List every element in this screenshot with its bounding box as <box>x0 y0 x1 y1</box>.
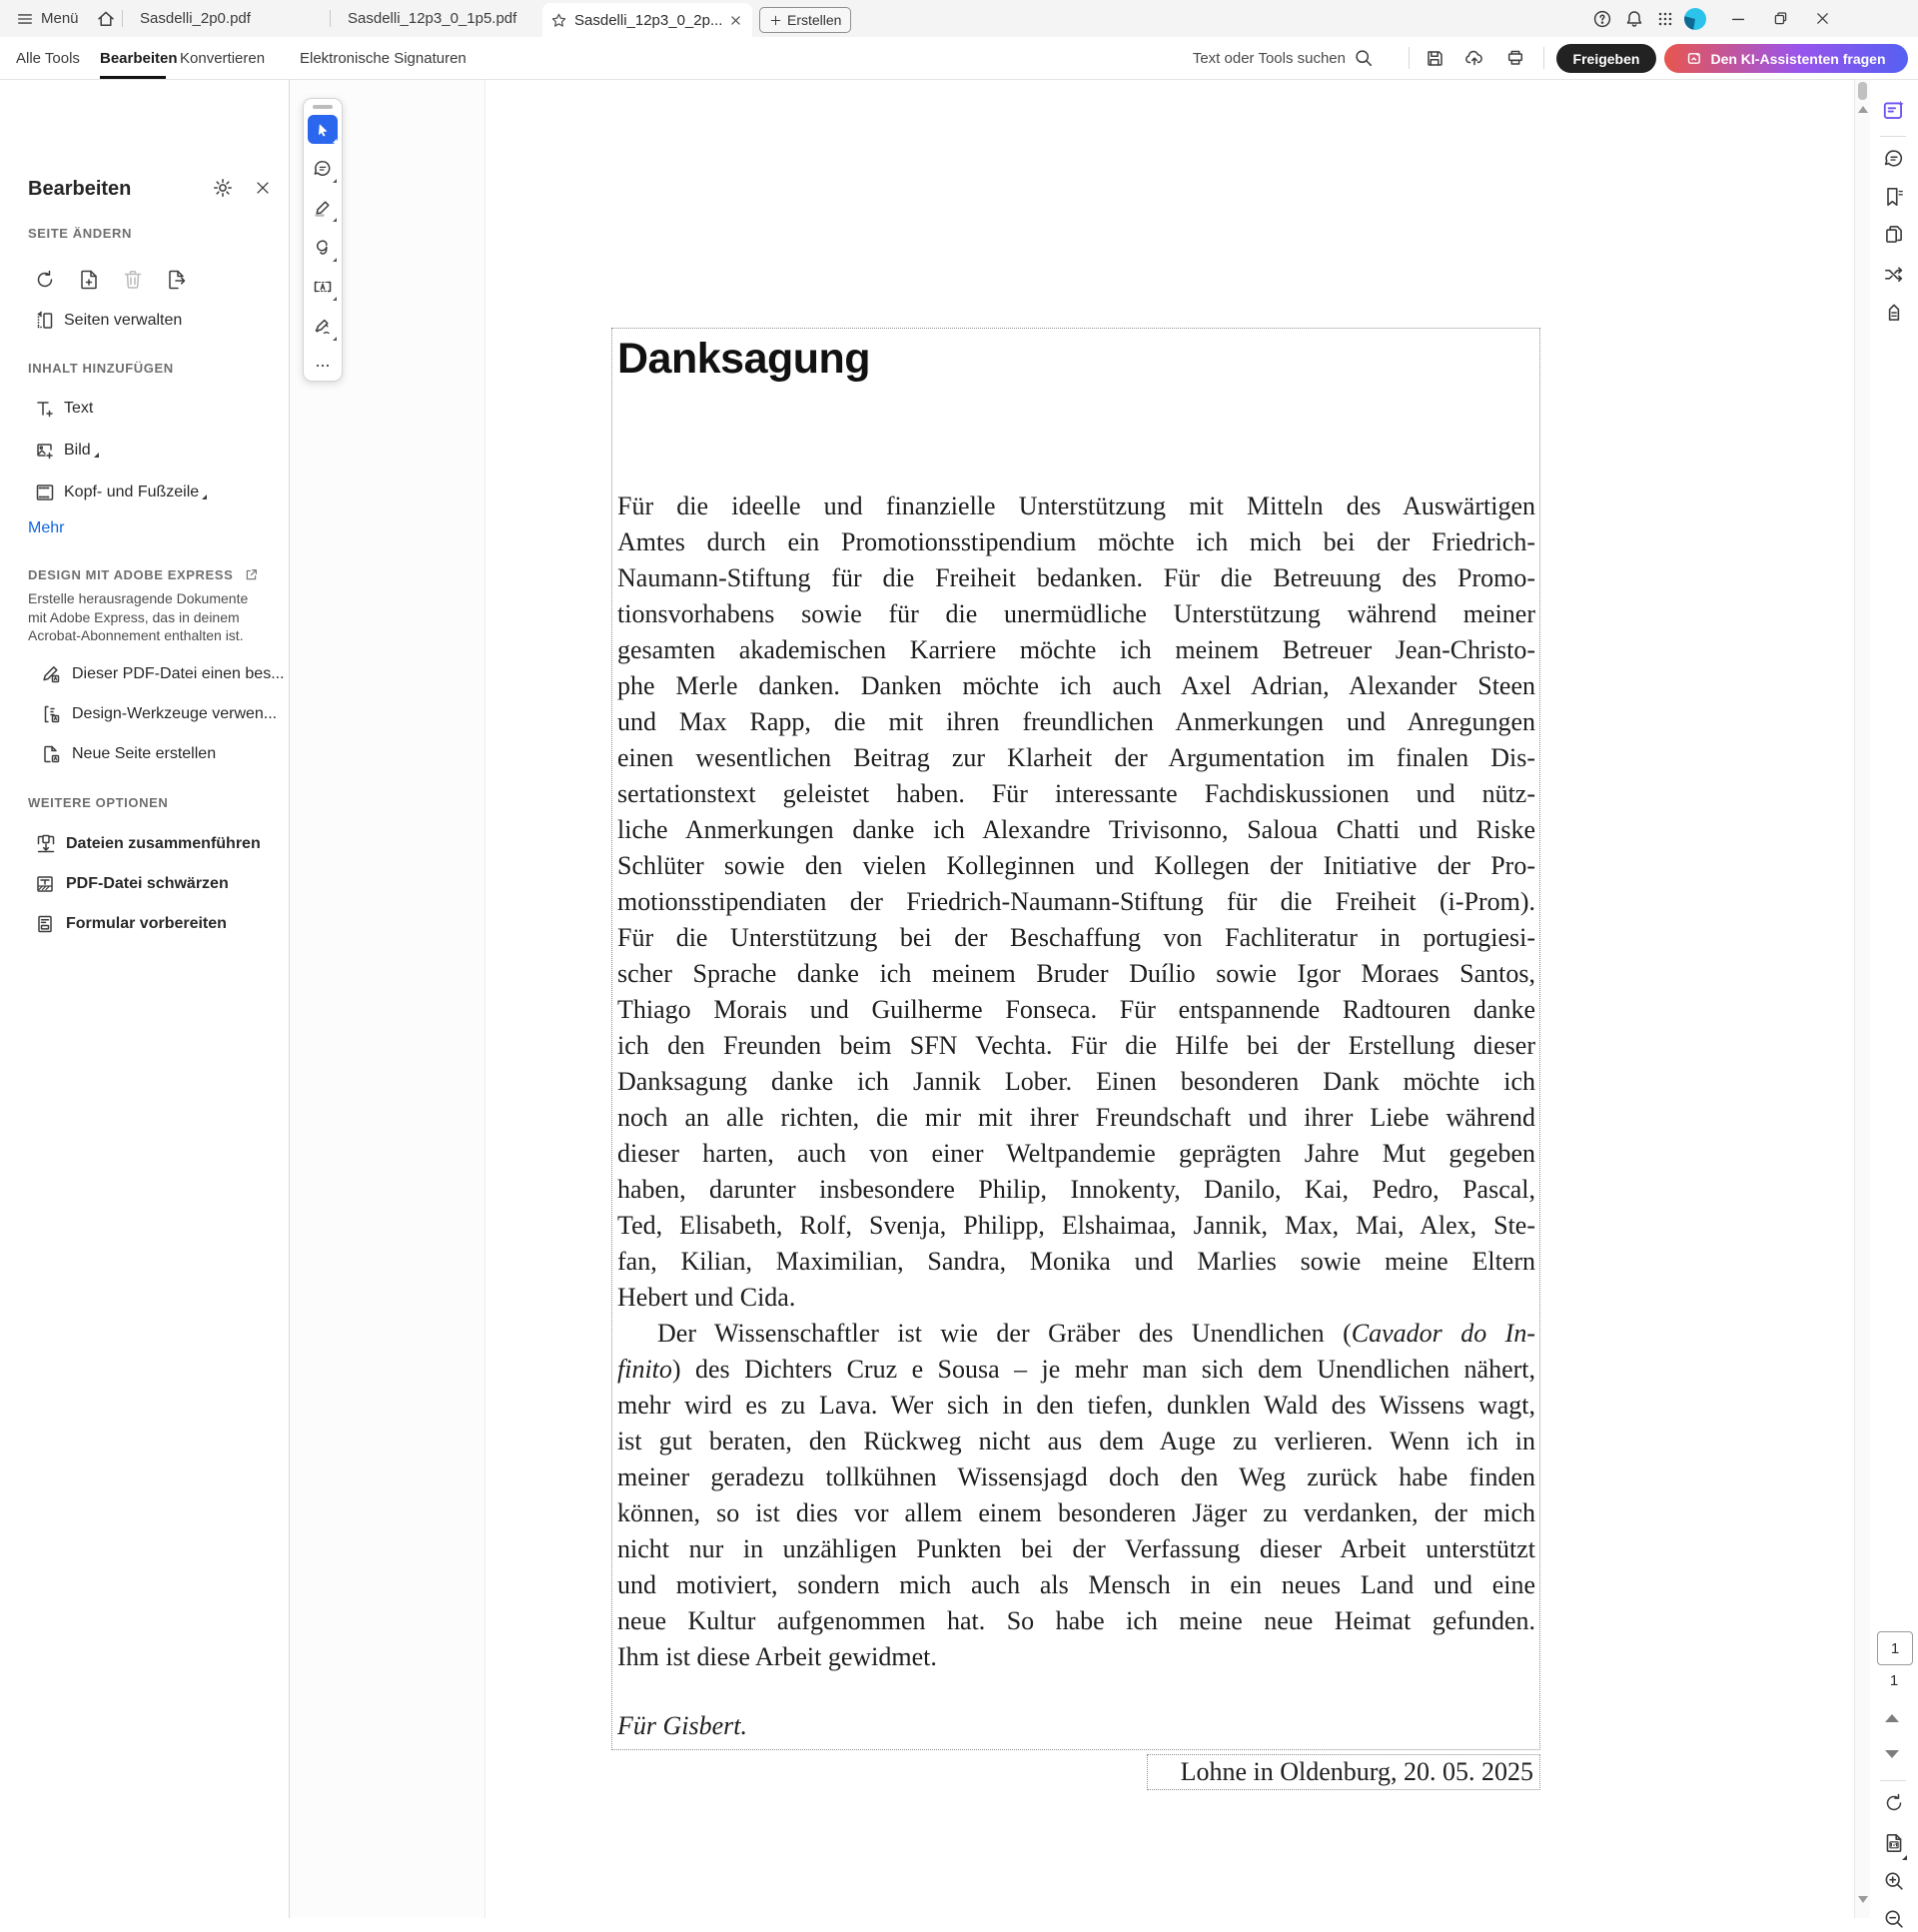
page-total: 1 <box>1889 1672 1899 1689</box>
rail-divider <box>1880 136 1906 137</box>
marker-pen-icon <box>312 198 334 220</box>
zoom-level-button[interactable] <box>1881 1830 1907 1856</box>
text-line: finito) des Dichters Cruz e Sousa – je mehr man sich dem Unendlichen nähert, <box>617 1355 1535 1384</box>
search-label: Text oder Tools suchen <box>1192 49 1346 67</box>
add-image-item[interactable] <box>0 434 290 468</box>
notifications-button[interactable] <box>1622 7 1646 31</box>
submenu-triangle-icon <box>202 494 207 499</box>
text-line: neue Kultur aufgenommen hat. So habe ich meine neue Heimat gefunden. <box>617 1606 1535 1635</box>
text-line: Für die ideelle und finanzielle Unterstützung mit Mitteln des Auswärtigen <box>617 491 1535 520</box>
document-body <box>617 488 1535 1675</box>
sign-tool-button[interactable] <box>308 312 338 341</box>
extract-pages-button[interactable] <box>165 268 189 292</box>
text-line: Schlüter sowie den vielen Kolleginnen und Kollegen der Initiative der Pro- <box>617 851 1535 880</box>
submenu-triangle-icon <box>333 297 337 301</box>
text-line: Naumann-Stiftung für die Freiheit bedanken. Für die Betreuung des Promo- <box>617 563 1535 592</box>
toolbar-drag-handle[interactable] <box>313 105 333 109</box>
search-icon <box>1354 48 1374 68</box>
submenu-triangle-icon <box>1902 1855 1907 1860</box>
signature-pen-icon <box>312 316 334 338</box>
tags-panel-button[interactable] <box>1881 300 1907 326</box>
scroll-down-arrow[interactable] <box>1858 1896 1868 1903</box>
text-line: Danksagung danke ich Jannik Lober. Einen besonderen Dank möchte ich <box>617 1067 1535 1096</box>
active-menu-underline <box>100 76 166 79</box>
text-line: nicht nur in unzähligen Punkten bei der Verfassung dieser Arbeit unterstützt <box>617 1534 1535 1563</box>
text-block-selection[interactable] <box>611 328 1540 1750</box>
express-style-item[interactable] <box>0 657 290 691</box>
submenu-triangle-icon <box>333 258 337 262</box>
menu-konvertieren[interactable]: Konvertieren <box>180 49 266 67</box>
comments-panel-button[interactable] <box>1881 146 1907 172</box>
lasso-draw-icon <box>312 237 334 259</box>
add-image-icon <box>34 440 56 462</box>
text-box-icon <box>312 276 334 298</box>
redact-label: PDF-Datei schwärzen <box>66 875 229 892</box>
page-thumbnails-button[interactable] <box>1881 222 1907 248</box>
add-text-label: Text <box>64 400 94 417</box>
submenu-triangle-icon <box>94 453 99 458</box>
more-tools-button[interactable] <box>308 352 338 381</box>
restore-button[interactable] <box>1760 0 1800 37</box>
text-line: und motiviert, sondern mich auch als Mensch in ein neues Land und eine <box>617 1570 1535 1599</box>
ai-assistant-button[interactable] <box>1664 44 1908 73</box>
text-line: gesamten akademischen Karriere möchte ich meinem Betreuer Jean-Christo- <box>617 635 1535 664</box>
text-line: einen wesentlichen Beitrag zur Klarheit der Argumentation im finalen Dis- <box>617 743 1535 772</box>
date-line[interactable]: Lohne in Oldenburg, 20. 05. 2025 <box>1147 1754 1540 1790</box>
header-footer-icon <box>34 482 56 503</box>
text-line: tionsvorhabens sowie für die unermüdliche Unterstützung während meiner <box>617 599 1535 628</box>
close-window-button[interactable] <box>1802 0 1842 37</box>
section-label-weitere-optionen: WEITERE OPTIONEN <box>28 795 169 810</box>
dedication-line: Für Gisbert. <box>617 1711 747 1740</box>
create-tab-button[interactable] <box>759 7 851 33</box>
reorganize-pages-button[interactable] <box>1881 262 1907 288</box>
menu-alle-tools[interactable]: Alle Tools <box>16 49 80 67</box>
text-line: Thiago Morais und Guilherme Fonseca. Für entspannende Radtouren danke <box>617 995 1535 1024</box>
comment-tool-button[interactable] <box>308 154 338 183</box>
next-page-button[interactable] <box>1885 1750 1899 1758</box>
section-label-adobe-express <box>28 567 259 582</box>
tab-sasdelli-12p3-0-1p5[interactable] <box>348 0 516 37</box>
express-item3-label: Neue Seite erstellen <box>72 745 217 762</box>
combine-files-icon <box>34 832 58 856</box>
add-text-icon <box>34 398 56 420</box>
toolbar-row <box>0 37 1918 80</box>
text-line: liche Anmerkungen danke ich Alexandre Trivisonno, Saloua Chatti und Riske <box>617 815 1535 844</box>
rotate-pages-button[interactable] <box>33 268 57 292</box>
acknowledgment-paragraph <box>617 488 1535 1316</box>
menu-button-label: Menü <box>41 10 79 27</box>
hamburger-icon <box>16 10 34 28</box>
tab-close-icon[interactable] <box>729 14 742 27</box>
text-line: mehr wird es zu Lava. Wer sich in den tiefen, dunklen Wald des Wissens wagt, <box>617 1391 1535 1420</box>
tab-separator <box>330 10 331 27</box>
new-page-icon <box>40 743 62 765</box>
submenu-triangle-icon <box>333 179 337 183</box>
text-line: Ihm ist diese Arbeit gewidmet. <box>617 1642 937 1671</box>
highlight-tool-button[interactable] <box>308 194 338 223</box>
text-line: dieser harten, auch von einer Weltpandemie geprägten Jahre Mut gegeben <box>617 1139 1535 1168</box>
text-line: noch an alle richten, die mir mit ihrer Freundschaft und ihrer Liebe während <box>617 1103 1535 1132</box>
prepare-form-item[interactable] <box>0 907 290 941</box>
prepare-form-label: Formular vorbereiten <box>66 915 227 932</box>
text-line: phe Merle danken. Danken möchte ich auch Axel Adrian, Alexander Steen <box>617 671 1535 700</box>
combine-files-label: Dateien zusammenführen <box>66 835 261 852</box>
express-section-text: DESIGN MIT ADOBE EXPRESS <box>28 567 234 582</box>
section-label-inhalt: INHALT HINZUFÜGEN <box>28 361 174 376</box>
manage-pages-item[interactable] <box>0 304 290 338</box>
ai-assistant-label: Den KI-Assistenten fragen <box>1710 50 1886 67</box>
submenu-triangle-icon <box>333 139 337 143</box>
redact-item[interactable] <box>0 867 290 901</box>
menu-button[interactable] <box>16 0 79 37</box>
vertical-scrollbar[interactable] <box>1854 80 1870 1918</box>
scrollbar-thumb[interactable] <box>1858 82 1867 100</box>
share-button[interactable]: Freigeben <box>1556 44 1656 73</box>
text-line: und Max Rapp, die mit ihren freundlichen Anmerkungen und Anregungen <box>617 707 1535 736</box>
create-tab-label: Erstellen <box>787 12 842 28</box>
comment-bubble-icon <box>312 158 334 180</box>
tab-label: Sasdelli_12p3_0_1p5.pdf <box>348 10 517 27</box>
text-line: motionsstipendiaten der Friedrich-Naumann-Stiftung für die Freiheit (i-Prom). <box>617 887 1535 916</box>
page-number-input[interactable]: 1 <box>1877 1631 1913 1665</box>
zoom-out-button[interactable] <box>1881 1906 1907 1932</box>
header-footer-item[interactable] <box>0 476 290 509</box>
text-line: fan, Kilian, Maximilian, Sandra, Monika und Marlies sowie meine Eltern <box>617 1247 1535 1276</box>
section-label-seite-aendern: SEITE ÄNDERN <box>28 226 132 241</box>
cloud-upload-button[interactable] <box>1462 46 1486 70</box>
text-line: scher Sprache danke ich meinem Bruder Duílio sowie Igor Moraes Santos, <box>617 959 1535 988</box>
edit-panel <box>0 80 290 1918</box>
text-line: Amtes durch ein Promotionsstipendium möchte ich mich bei der Friedrich- <box>617 527 1535 556</box>
panel-settings-button[interactable] <box>212 177 234 199</box>
star-icon[interactable] <box>550 12 567 29</box>
delete-pages-button <box>121 268 145 292</box>
design-tools-icon <box>40 703 62 725</box>
tab-separator <box>122 10 123 27</box>
header-footer-label: Kopf- und Fußzeile <box>64 483 200 500</box>
titlebar <box>0 0 1918 37</box>
text-line: Ted, Elisabeth, Rolf, Svenja, Philipp, Elshaimaa, Jannik, Max, Mai, Alex, Ste- <box>617 1211 1535 1240</box>
text-line: haben, darunter insbesondere Philip, Innokenty, Danilo, Kai, Pedro, Pascal, <box>617 1175 1535 1204</box>
text-line: Hebert und Cida. <box>617 1283 796 1312</box>
menu-bearbeiten[interactable]: Bearbeiten <box>100 49 178 67</box>
submenu-triangle-icon <box>333 337 337 341</box>
minimize-button[interactable] <box>1718 0 1758 37</box>
tab-sasdelli-2p0[interactable] <box>140 0 251 37</box>
panel-title: Bearbeiten <box>28 178 132 200</box>
manage-pages-icon <box>34 310 56 332</box>
text-line: können, so ist dies vor allem einem besonderen Jäger zu verdanken, der mich <box>617 1498 1535 1527</box>
panel-close-button[interactable] <box>254 179 272 197</box>
text-line: sertationstext geleistet haben. Für interessante Fachdiskussionen und nütz- <box>617 779 1535 808</box>
express-item1-label: Dieser PDF-Datei einen bes... <box>72 665 285 682</box>
ai-sparkle-icon <box>1686 50 1703 67</box>
add-text-box-tool-button[interactable] <box>308 273 338 302</box>
save-button[interactable] <box>1423 46 1446 70</box>
submenu-triangle-icon <box>333 218 337 222</box>
rail-divider <box>1880 1780 1906 1781</box>
quick-tools-toolbar <box>303 98 343 382</box>
ai-assistant-panel-button[interactable] <box>1881 98 1907 124</box>
text-line: meiner geradezu tollkühnen Wissensjagd doch den Weg zurück habe finden <box>617 1462 1535 1491</box>
home-icon <box>96 9 116 29</box>
express-item2-label: Design-Werkzeuge verwen... <box>72 705 278 722</box>
search-field[interactable] <box>1193 37 1374 79</box>
user-avatar[interactable] <box>1684 8 1706 30</box>
home-button[interactable] <box>96 0 116 37</box>
prepare-form-icon <box>34 913 56 935</box>
manage-pages-label: Seiten verwalten <box>64 312 183 329</box>
plus-icon <box>769 14 782 27</box>
express-description: Erstelle herausragende Dokumente mit Adobe Express, das in deinem Acrobat-Abonnement enthalten ist. <box>28 590 249 643</box>
rotate-view-button[interactable] <box>1881 1790 1907 1816</box>
text-line: Der Wissenschaftler ist wie der Gräber des Unendlichen (Cavador do In- <box>657 1319 1535 1348</box>
ellipsis-icon <box>314 357 332 375</box>
combine-files-item[interactable] <box>0 827 290 861</box>
express-design-tools-item[interactable] <box>0 697 290 731</box>
add-text-item[interactable] <box>0 392 290 426</box>
apps-grid-icon[interactable] <box>1653 7 1677 31</box>
menu-elektronische-signaturen[interactable]: Elektronische Signaturen <box>300 49 467 67</box>
closing-paragraph <box>617 1316 1535 1675</box>
print-button[interactable] <box>1503 46 1527 70</box>
text-line: ich den Freunden beim SFN Vechta. Für die Hilfe bei der Erstellung dieser <box>617 1031 1535 1060</box>
express-new-page-item[interactable] <box>0 737 290 771</box>
divider <box>1409 47 1410 69</box>
pdf-page[interactable] <box>486 80 1854 1918</box>
tab-label: Sasdelli_2p0.pdf <box>140 10 251 27</box>
cursor-arrow-icon <box>314 121 332 139</box>
right-tool-rail <box>1870 80 1918 1918</box>
external-link-icon <box>244 567 259 582</box>
redact-icon <box>34 873 56 895</box>
zoom-in-button[interactable] <box>1881 1868 1907 1894</box>
draw-tool-button[interactable] <box>308 233 338 262</box>
scroll-up-arrow[interactable] <box>1858 106 1868 113</box>
text-line: Für die Unterstützung bei der Beschaffung von Fachliteratur in portugiesi- <box>617 923 1535 952</box>
help-button[interactable] <box>1590 7 1614 31</box>
document-heading: Danksagung <box>617 335 871 383</box>
divider <box>1543 47 1544 69</box>
more-link[interactable]: Mehr <box>28 519 65 536</box>
insert-pages-button[interactable] <box>77 268 101 292</box>
tab-sasdelli-12p3-0-2p-active[interactable] <box>542 3 752 37</box>
select-tool-button[interactable] <box>308 115 338 144</box>
bookmarks-panel-button[interactable] <box>1881 184 1907 210</box>
tab-label: Sasdelli_12p3_0_2p... <box>574 11 723 29</box>
add-image-label: Bild <box>64 442 91 459</box>
edit-style-icon <box>40 663 62 685</box>
previous-page-button[interactable] <box>1885 1714 1899 1722</box>
text-line: ist gut beraten, den Rückweg nicht aus dem Auge zu verlieren. Wenn ich in <box>617 1427 1535 1455</box>
